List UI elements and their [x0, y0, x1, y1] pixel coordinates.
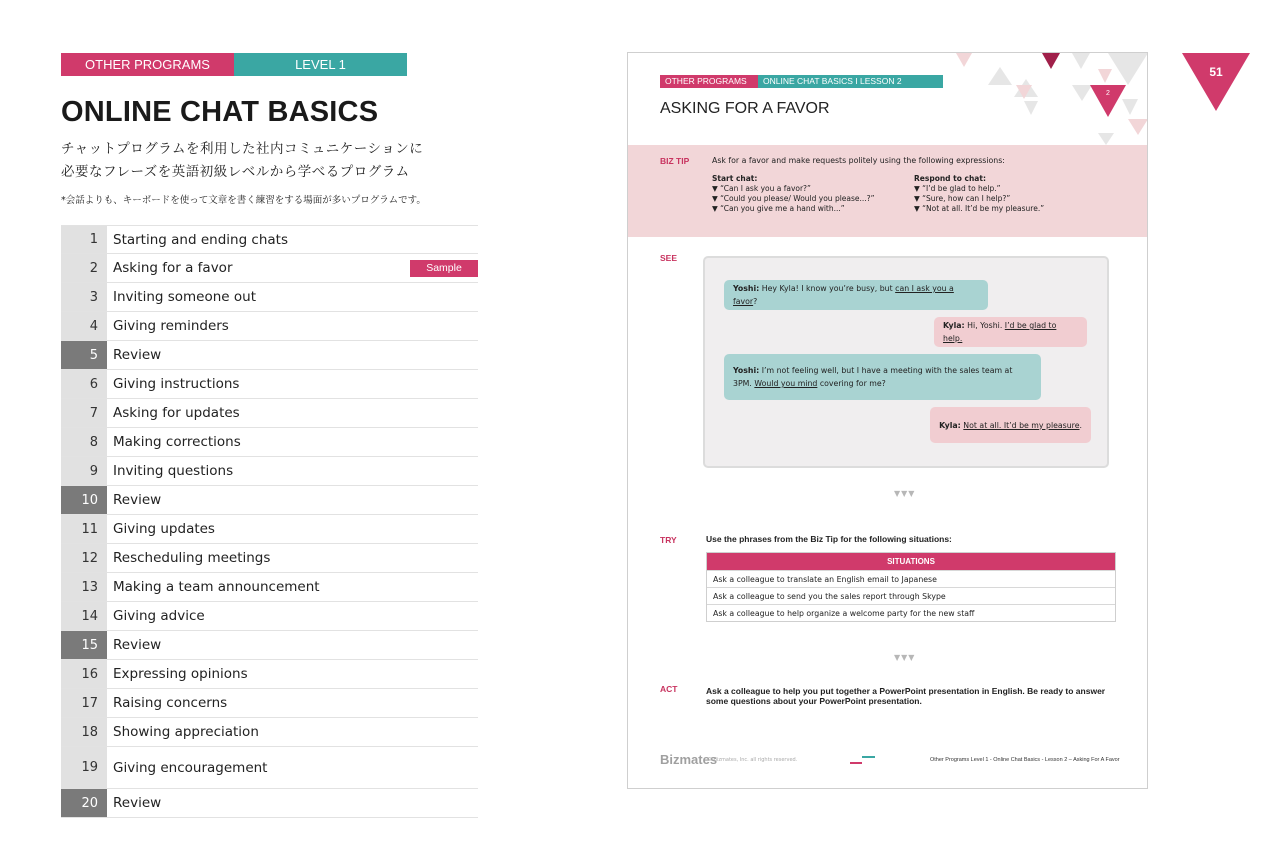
lesson-title: Inviting someone out	[113, 289, 257, 305]
biz-tip-section	[628, 145, 1148, 237]
lesson-number: 6	[61, 370, 107, 398]
lesson-title: Giving advice	[113, 608, 205, 624]
lesson-number: 17	[61, 689, 107, 717]
lesson-number: 18	[61, 718, 107, 746]
lesson-number: 12	[61, 544, 107, 572]
lesson-row[interactable]	[61, 457, 478, 486]
lesson-row-review[interactable]	[61, 341, 478, 370]
lesson-number: 3	[61, 283, 107, 311]
page-number: 51	[1209, 65, 1223, 79]
lesson-badge: 2	[1106, 90, 1110, 97]
lesson-row[interactable]	[61, 689, 478, 718]
start-chat-item: ▼ “Can I ask you a favor?”	[712, 184, 811, 193]
page-number-triangle-icon	[1182, 53, 1250, 111]
lesson-title: Expressing opinions	[113, 666, 248, 682]
start-chat-heading: Start chat:	[712, 174, 758, 183]
lesson-row[interactable]	[61, 283, 478, 312]
lesson-number: 16	[61, 660, 107, 688]
situation-row: Ask a colleague to translate an English email to Japanese	[707, 570, 1115, 587]
lesson-row[interactable]	[61, 544, 478, 573]
lesson-title: Raising concerns	[113, 695, 228, 711]
lesson-title: Making a team announcement	[113, 579, 320, 595]
lesson-row-review[interactable]	[61, 486, 478, 515]
copyright: © Bizmates, Inc. all rights reserved.	[707, 757, 798, 763]
chat-bubble-yoshi: Yoshi: Hey Kyla! I know you’re busy, but can I ask you a favor?	[724, 280, 988, 310]
lesson-title: Inviting questions	[113, 463, 234, 479]
sample-badge[interactable]: Sample	[410, 260, 478, 277]
act-label: ACT	[660, 684, 678, 694]
try-label: TRY	[660, 535, 677, 545]
chat-window	[703, 256, 1109, 468]
lesson-row[interactable]	[61, 718, 478, 747]
footer-mark-icon	[850, 756, 876, 764]
lesson-row[interactable]	[61, 370, 478, 399]
situations-header: SITUATIONS	[707, 553, 1115, 570]
biz-tip-intro: Ask for a favor and make requests politely using the following expressions:	[712, 156, 1005, 165]
program-tag: OTHER PROGRAMS	[61, 53, 234, 76]
section-separator: ▼▼▼	[894, 653, 916, 662]
footer-text: Other Programs Level 1 - Online Chat Basics - Lesson 2 – Asking For A Favor	[930, 757, 1120, 763]
lesson-row[interactable]	[61, 225, 478, 254]
lesson-number: 5	[61, 341, 107, 369]
lesson-row[interactable]	[61, 254, 478, 283]
lesson-number: 11	[61, 515, 107, 543]
lesson-row[interactable]	[61, 399, 478, 428]
description-line-2: 必要なフレーズを英語初級レベルから学べるプログラム	[61, 164, 410, 180]
lesson-row-review[interactable]	[61, 789, 478, 818]
biz-tip-label: BIZ TIP	[660, 156, 690, 166]
decorative-triangles-icon	[948, 53, 1148, 145]
lesson-number: 20	[61, 789, 107, 817]
lesson-number: 9	[61, 457, 107, 485]
section-separator: ▼▼▼	[894, 489, 916, 498]
sample-page-preview[interactable]	[627, 52, 1148, 789]
lesson-title: Rescheduling meetings	[113, 550, 271, 566]
lesson-number: 4	[61, 312, 107, 340]
lesson-title: Review	[113, 347, 162, 363]
lesson-title: Giving encouragement	[113, 759, 268, 776]
lesson-title: Asking for updates	[113, 405, 240, 421]
description-note: *会話よりも、キーボードを使って文章を書く練習をする場面が多いプログラムです。	[61, 195, 426, 206]
lesson-title: Giving updates	[113, 521, 215, 537]
respond-chat-heading: Respond to chat:	[914, 174, 986, 183]
lesson-number: 1	[61, 226, 107, 253]
chat-bubble-kyla: Kyla: Not at all. It’d be my pleasure.	[930, 407, 1091, 443]
lesson-row-review[interactable]	[61, 631, 478, 660]
start-chat-item: ▼ “Could you please/ Would you please...?”	[712, 194, 875, 203]
start-chat-column	[712, 174, 875, 214]
act-text: Ask a colleague to help you put together a PowerPoint presentation in English. Be ready to answer some questions about your PowerPoint presentation.	[706, 686, 1106, 706]
lesson-row[interactable]	[61, 573, 478, 602]
page-program-tag: OTHER PROGRAMS	[660, 75, 758, 88]
lesson-row[interactable]	[61, 428, 478, 457]
try-intro: Use the phrases from the Biz Tip for the following situations:	[706, 534, 952, 544]
respond-chat-item: ▼ “Sure, how can I help?”	[914, 194, 1011, 203]
lesson-number: 8	[61, 428, 107, 456]
respond-chat-column	[914, 174, 1044, 214]
situations-table	[706, 552, 1116, 622]
lesson-title: Starting and ending chats	[113, 231, 289, 248]
respond-chat-item: ▼ “Not at all. It’d be my pleasure.”	[914, 204, 1045, 213]
chat-bubble-yoshi: Yoshi: I’m not feeling well, but I have a meeting with the sales team at 3PM. Would you mind covering for me?	[724, 354, 1041, 400]
lesson-row[interactable]	[61, 602, 478, 631]
page-tag-row	[660, 75, 943, 88]
lesson-number: 19	[61, 747, 107, 788]
start-chat-item: ▼ “Can you give me a hand with...”	[712, 204, 845, 213]
brand-logo: Bizmates	[660, 752, 718, 767]
lesson-title: Giving reminders	[113, 318, 229, 334]
lesson-number: 14	[61, 602, 107, 630]
situation-row: Ask a colleague to send you the sales report through Skype	[707, 587, 1115, 604]
page-lesson-title: ASKING FOR A FAVOR	[660, 100, 830, 117]
chat-bubble-kyla: Kyla: Hi, Yoshi. I’d be glad to help.	[934, 317, 1087, 347]
lesson-title: Review	[113, 795, 162, 811]
program-tag-row	[61, 53, 407, 76]
page-course-tag: ONLINE CHAT BASICS I LESSON 2	[758, 75, 943, 88]
see-label: SEE	[660, 253, 678, 263]
lesson-list	[61, 225, 478, 818]
lesson-title: Giving instructions	[113, 376, 240, 392]
lesson-number: 15	[61, 631, 107, 659]
lesson-title: Review	[113, 637, 162, 653]
lesson-number: 13	[61, 573, 107, 601]
situation-row: Ask a colleague to help organize a welcome party for the new staff	[707, 604, 1115, 621]
lesson-number: 10	[61, 486, 107, 514]
lesson-title: Asking for a favor	[113, 260, 233, 276]
level-tag: LEVEL 1	[234, 53, 407, 76]
lesson-row[interactable]	[61, 515, 478, 544]
description-line-1: チャットプログラムを利用した社内コミュニケーションに	[61, 141, 424, 157]
page-title: ONLINE CHAT BASICS	[61, 96, 379, 128]
lesson-row[interactable]	[61, 312, 478, 341]
lesson-title: Showing appreciation	[113, 724, 259, 740]
respond-chat-item: ▼ “I’d be glad to help.”	[914, 184, 1001, 193]
lesson-number: 7	[61, 399, 107, 427]
lesson-row[interactable]	[61, 660, 478, 689]
lesson-title: Review	[113, 492, 162, 508]
lesson-title: Making corrections	[113, 434, 241, 450]
lesson-number: 2	[61, 254, 107, 282]
lesson-row[interactable]	[61, 747, 478, 789]
